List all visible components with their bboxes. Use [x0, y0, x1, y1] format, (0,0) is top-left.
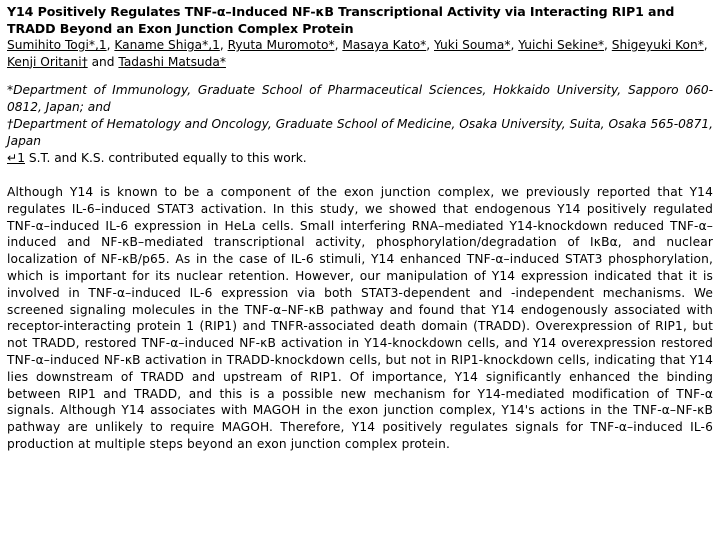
footnote-return-link[interactable]: ↵1: [7, 151, 25, 165]
affiliation-immunology: *Department of Immunology, Graduate School of Pharmaceutical Sciences, Hokkaido University, Sapporo 060-0812, Japan; and: [7, 83, 713, 114]
author-link[interactable]: Tadashi Matsuda*: [118, 54, 226, 69]
author-separator: ,: [106, 38, 115, 52]
author-link[interactable]: Masaya Kato*: [342, 38, 427, 52]
author-link[interactable]: Shigeyuki Kon*: [611, 38, 704, 52]
author-separator: ,: [219, 38, 228, 52]
author-separator: ,: [604, 38, 612, 52]
equal-contribution-note: [7, 150, 713, 167]
author-separator: ,: [510, 38, 519, 52]
author-link[interactable]: Kenji Oritani†: [7, 54, 88, 69]
affiliations: [7, 82, 713, 167]
author-link[interactable]: Yuki Souma*: [434, 38, 511, 52]
author-link[interactable]: Sumihito Togi*,1: [7, 38, 107, 52]
affiliation-hematology: †Department of Hematology and Oncology, Graduate School of Medicine, Osaka University, Suita, Osaka 565-0871, Japan: [7, 117, 713, 148]
article-title: Y14 Positively Regulates TNF-α–Induced NF-κB Transcriptional Activity via Interacting RIP1 and TRADD Beyond an Exon Junction Complex Protein: [7, 4, 675, 36]
author-separator: ,: [703, 38, 708, 52]
footnote-text: S.T. and K.S. contributed equally to this work.: [24, 151, 307, 165]
author-separator: ,: [334, 38, 343, 52]
author-list: [7, 37, 713, 70]
author-link[interactable]: Yuichi Sekine*: [518, 38, 605, 52]
author-separator: ,: [426, 38, 434, 52]
abstract-text: Although Y14 is known to be a component of the exon junction complex, we previously reported that Y14 regulates IL-6–induced STAT3 activation. In this study, we showed that endogenous Y14 positively regulated TNF-α–induced IL-6 expression in HeLa cells. Small interfering RNA–mediated Y14-knockdown reduced TNF-α–induced and NF-κB–mediated transcriptional activity, phosphorylation/degradation of IκBα, and nuclear localization of NF-κB/p65. As in the case of IL-6 stimuli, Y14 enhanced TNF-α–induced STAT3 phosphorylation, which is important for its nuclear retention. However, our manipulation of Y14 expression indicated that it is involved in TNF-α–induced IL-6 expression via both STAT3-dependent and -independent mechanisms. We screened signaling molecules in the TNF-α–NF-κB pathway and found that Y14 endogenously associated with receptor-interacting protein 1 (RIP1) and TNFR-associated death domain (TRADD). Overexpression of RIP1, but not TRADD, restored TNF-α–induced NF-κB activation in Y14-knockdown cells, and Y14 overexpression restored TNF-α–induced NF-κB activation in TRADD-knockdown cells, but not in RIP1-knockdown cells, indicating that Y14 lies downstream of TRADD and upstream of RIP1. Of importance, Y14 significantly enhanced the binding between RIP1 and TRADD, and this is a possible new mechanism for Y14-mediated modification of TNF-α signals. Although Y14 associates with MAGOH in the exon junction complex, Y14's actions in the TNF-α–NF-κB pathway are unlikely to require MAGOH. Therefore, Y14 positively regulates signals for TNF-α–induced IL-6 production at multiple steps beyond an exon junction complex protein.: [7, 185, 713, 451]
author-link[interactable]: Ryuta Muromoto*: [227, 38, 335, 52]
author-link[interactable]: Kaname Shiga*,1: [114, 38, 220, 52]
author-separator: and: [87, 54, 119, 69]
